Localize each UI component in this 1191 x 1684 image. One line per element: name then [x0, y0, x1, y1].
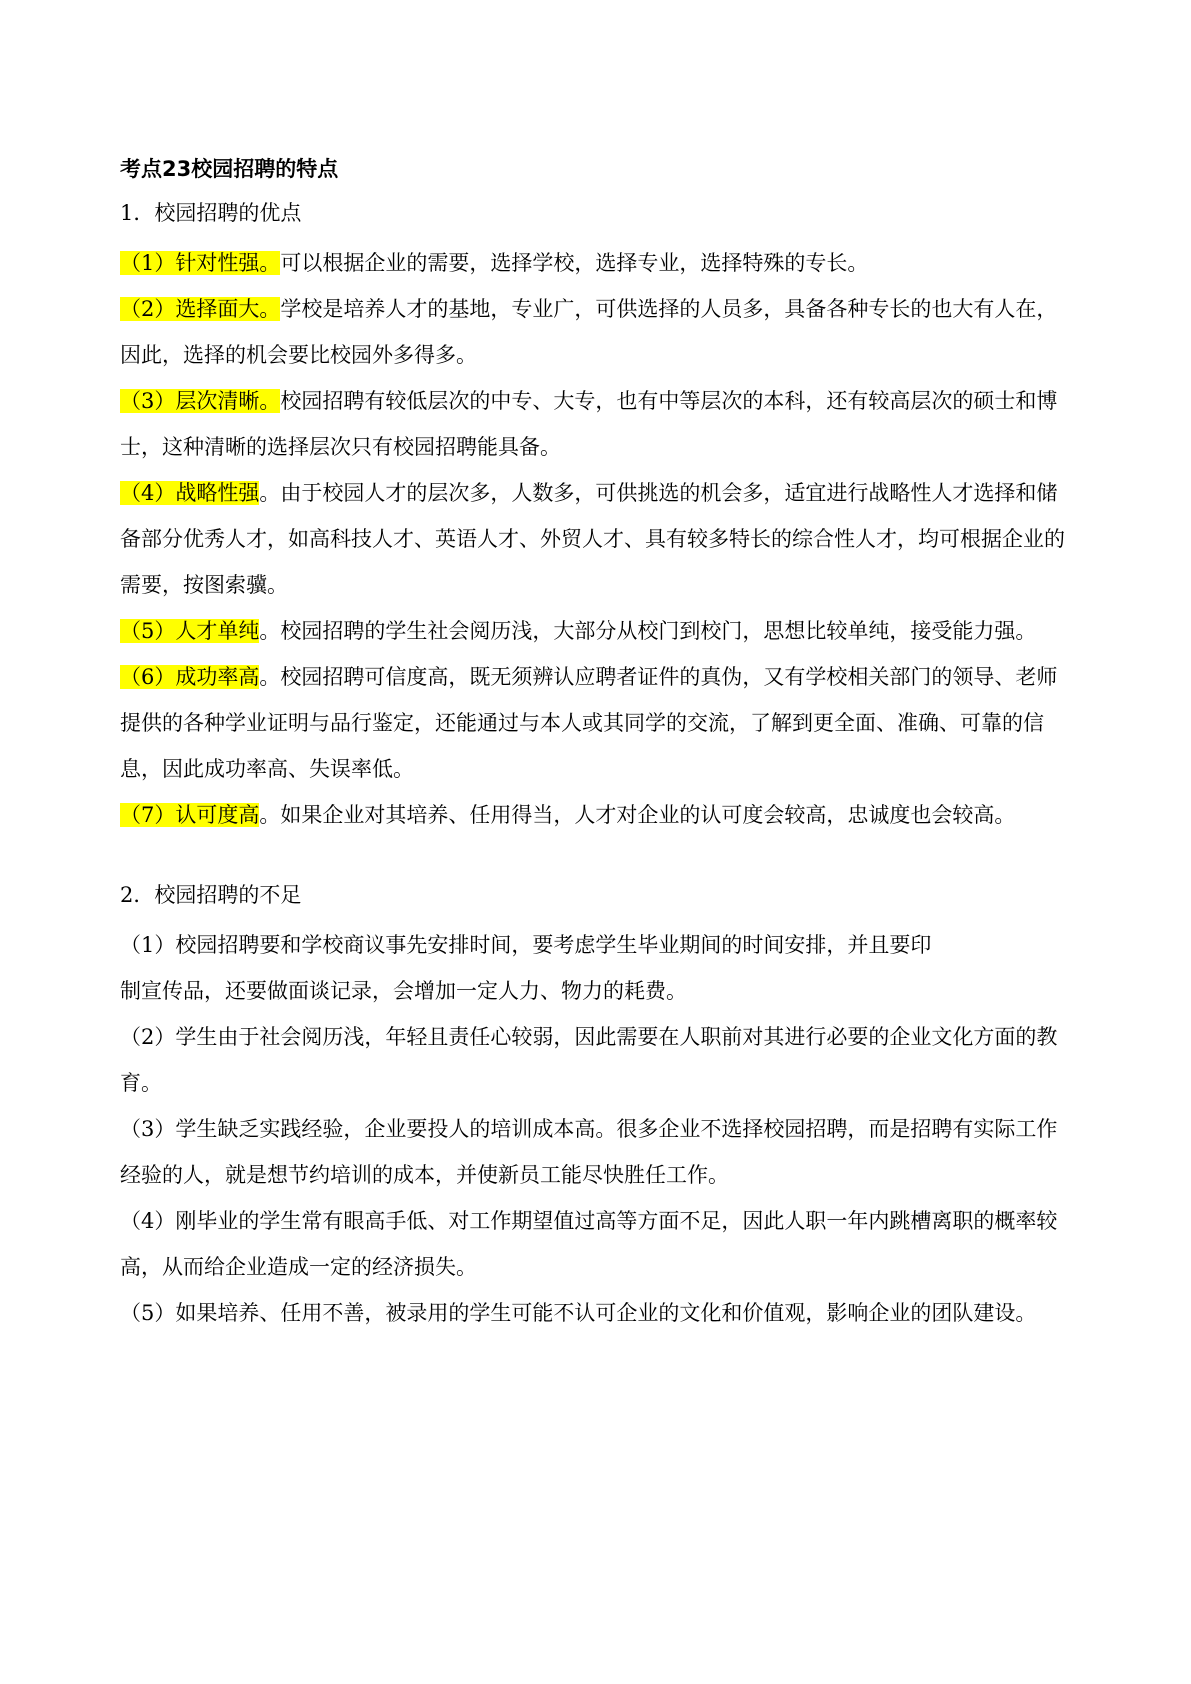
- advantage-item: [120, 470, 1070, 608]
- advantage-item: [120, 654, 1070, 792]
- item-text: （3）学生缺乏实践经验，企业要投人的培训成本高。很多企业不选择校园招聘，而是招聘有实际工作经验的人，就是想节约培训的成本，并使新员工能尽快胜任工作。: [120, 1117, 1058, 1187]
- highlighted-label: （6）成功率高: [120, 665, 260, 689]
- shortcoming-item: [120, 1106, 1070, 1198]
- advantage-item: [120, 608, 1070, 654]
- item-text: 。如果企业对其培养、任用得当，人才对企业的认可度会较高，忠诚度也会较高。: [259, 803, 1016, 827]
- advantage-item: [120, 240, 1070, 286]
- item-text: （2）学生由于社会阅历浅，年轻且责任心较弱，因此需要在人职前对其进行必要的企业文化方面的教育。: [120, 1025, 1058, 1095]
- shortcoming-item: [120, 922, 1070, 1014]
- highlighted-label: （4）战略性强: [120, 481, 260, 505]
- shortcomings-heading: 2．校园招聘的不足: [120, 883, 302, 907]
- highlighted-label: （5）人才单纯: [120, 619, 260, 643]
- advantage-item: [120, 378, 1070, 470]
- item-text: （5）如果培养、任用不善，被录用的学生可能不认可企业的文化和价值观，影响企业的团队建设。: [120, 1301, 1037, 1325]
- item-text: 可以根据企业的需要，选择学校，选择专业，选择特殊的专长。: [280, 251, 869, 275]
- highlighted-label: （2）选择面大。: [120, 297, 281, 321]
- item-text: 学校是培养人才的基地，专业广，可供选择的人员多，具备各种专长的也大有人在，因此，选择的机会要比校园外多得多。: [120, 297, 1058, 367]
- item-text: 。校园招聘可信度高，既无须辨认应聘者证件的真伪，又有学校相关部门的领导、老师提供的各种学业证明与品行鉴定，还能通过与本人或其同学的交流，了解到更全面、准确、可靠的信息，因此成功率高、失误率低。: [120, 665, 1058, 781]
- highlighted-label: （3）层次清晰。: [120, 389, 281, 413]
- shortcoming-item: [120, 1290, 1070, 1336]
- item-text: 校园招聘有较低层次的中专、大专，也有中等层次的本科，还有较高层次的硕士和博士，这种清晰的选择层次只有校园招聘能具备。: [120, 389, 1058, 459]
- advantage-item: [120, 792, 1070, 838]
- item-text-line: （1）校园招聘要和学校商议事先安排时间，要考虑学生毕业期间的时间安排，并且要印: [120, 933, 932, 957]
- item-text: 。由于校园人才的层次多，人数多，可供挑选的机会多，适宜进行战略性人才选择和储备部分优秀人才，如高科技人才、英语人才、外贸人才、具有较多特长的综合性人才，均可根据企业的需要，按图索骥。: [120, 481, 1065, 597]
- item-text: 。校园招聘的学生社会阅历浅，大部分从校门到校门，思想比较单纯，接受能力强。: [259, 619, 1037, 643]
- advantage-item: [120, 286, 1070, 378]
- item-text-line: 制宣传品，还要做面谈记录，会增加一定人力、物力的耗费。: [120, 979, 687, 1003]
- shortcoming-item: [120, 1198, 1070, 1290]
- item-text: （4）刚毕业的学生常有眼高手低、对工作期望值过高等方面不足，因此人职一年内跳槽离职的概率较高，从而给企业造成一定的经济损失。: [120, 1209, 1058, 1279]
- highlighted-label: （1）针对性强。: [120, 251, 281, 275]
- section-gap: [120, 838, 1070, 878]
- document-page: [120, 152, 1070, 1336]
- highlighted-label: （7）认可度高: [120, 803, 260, 827]
- advantages-heading: 1．校园招聘的优点: [120, 201, 302, 225]
- shortcoming-item: [120, 1014, 1070, 1106]
- page-title: 考点23校园招聘的特点: [120, 157, 339, 181]
